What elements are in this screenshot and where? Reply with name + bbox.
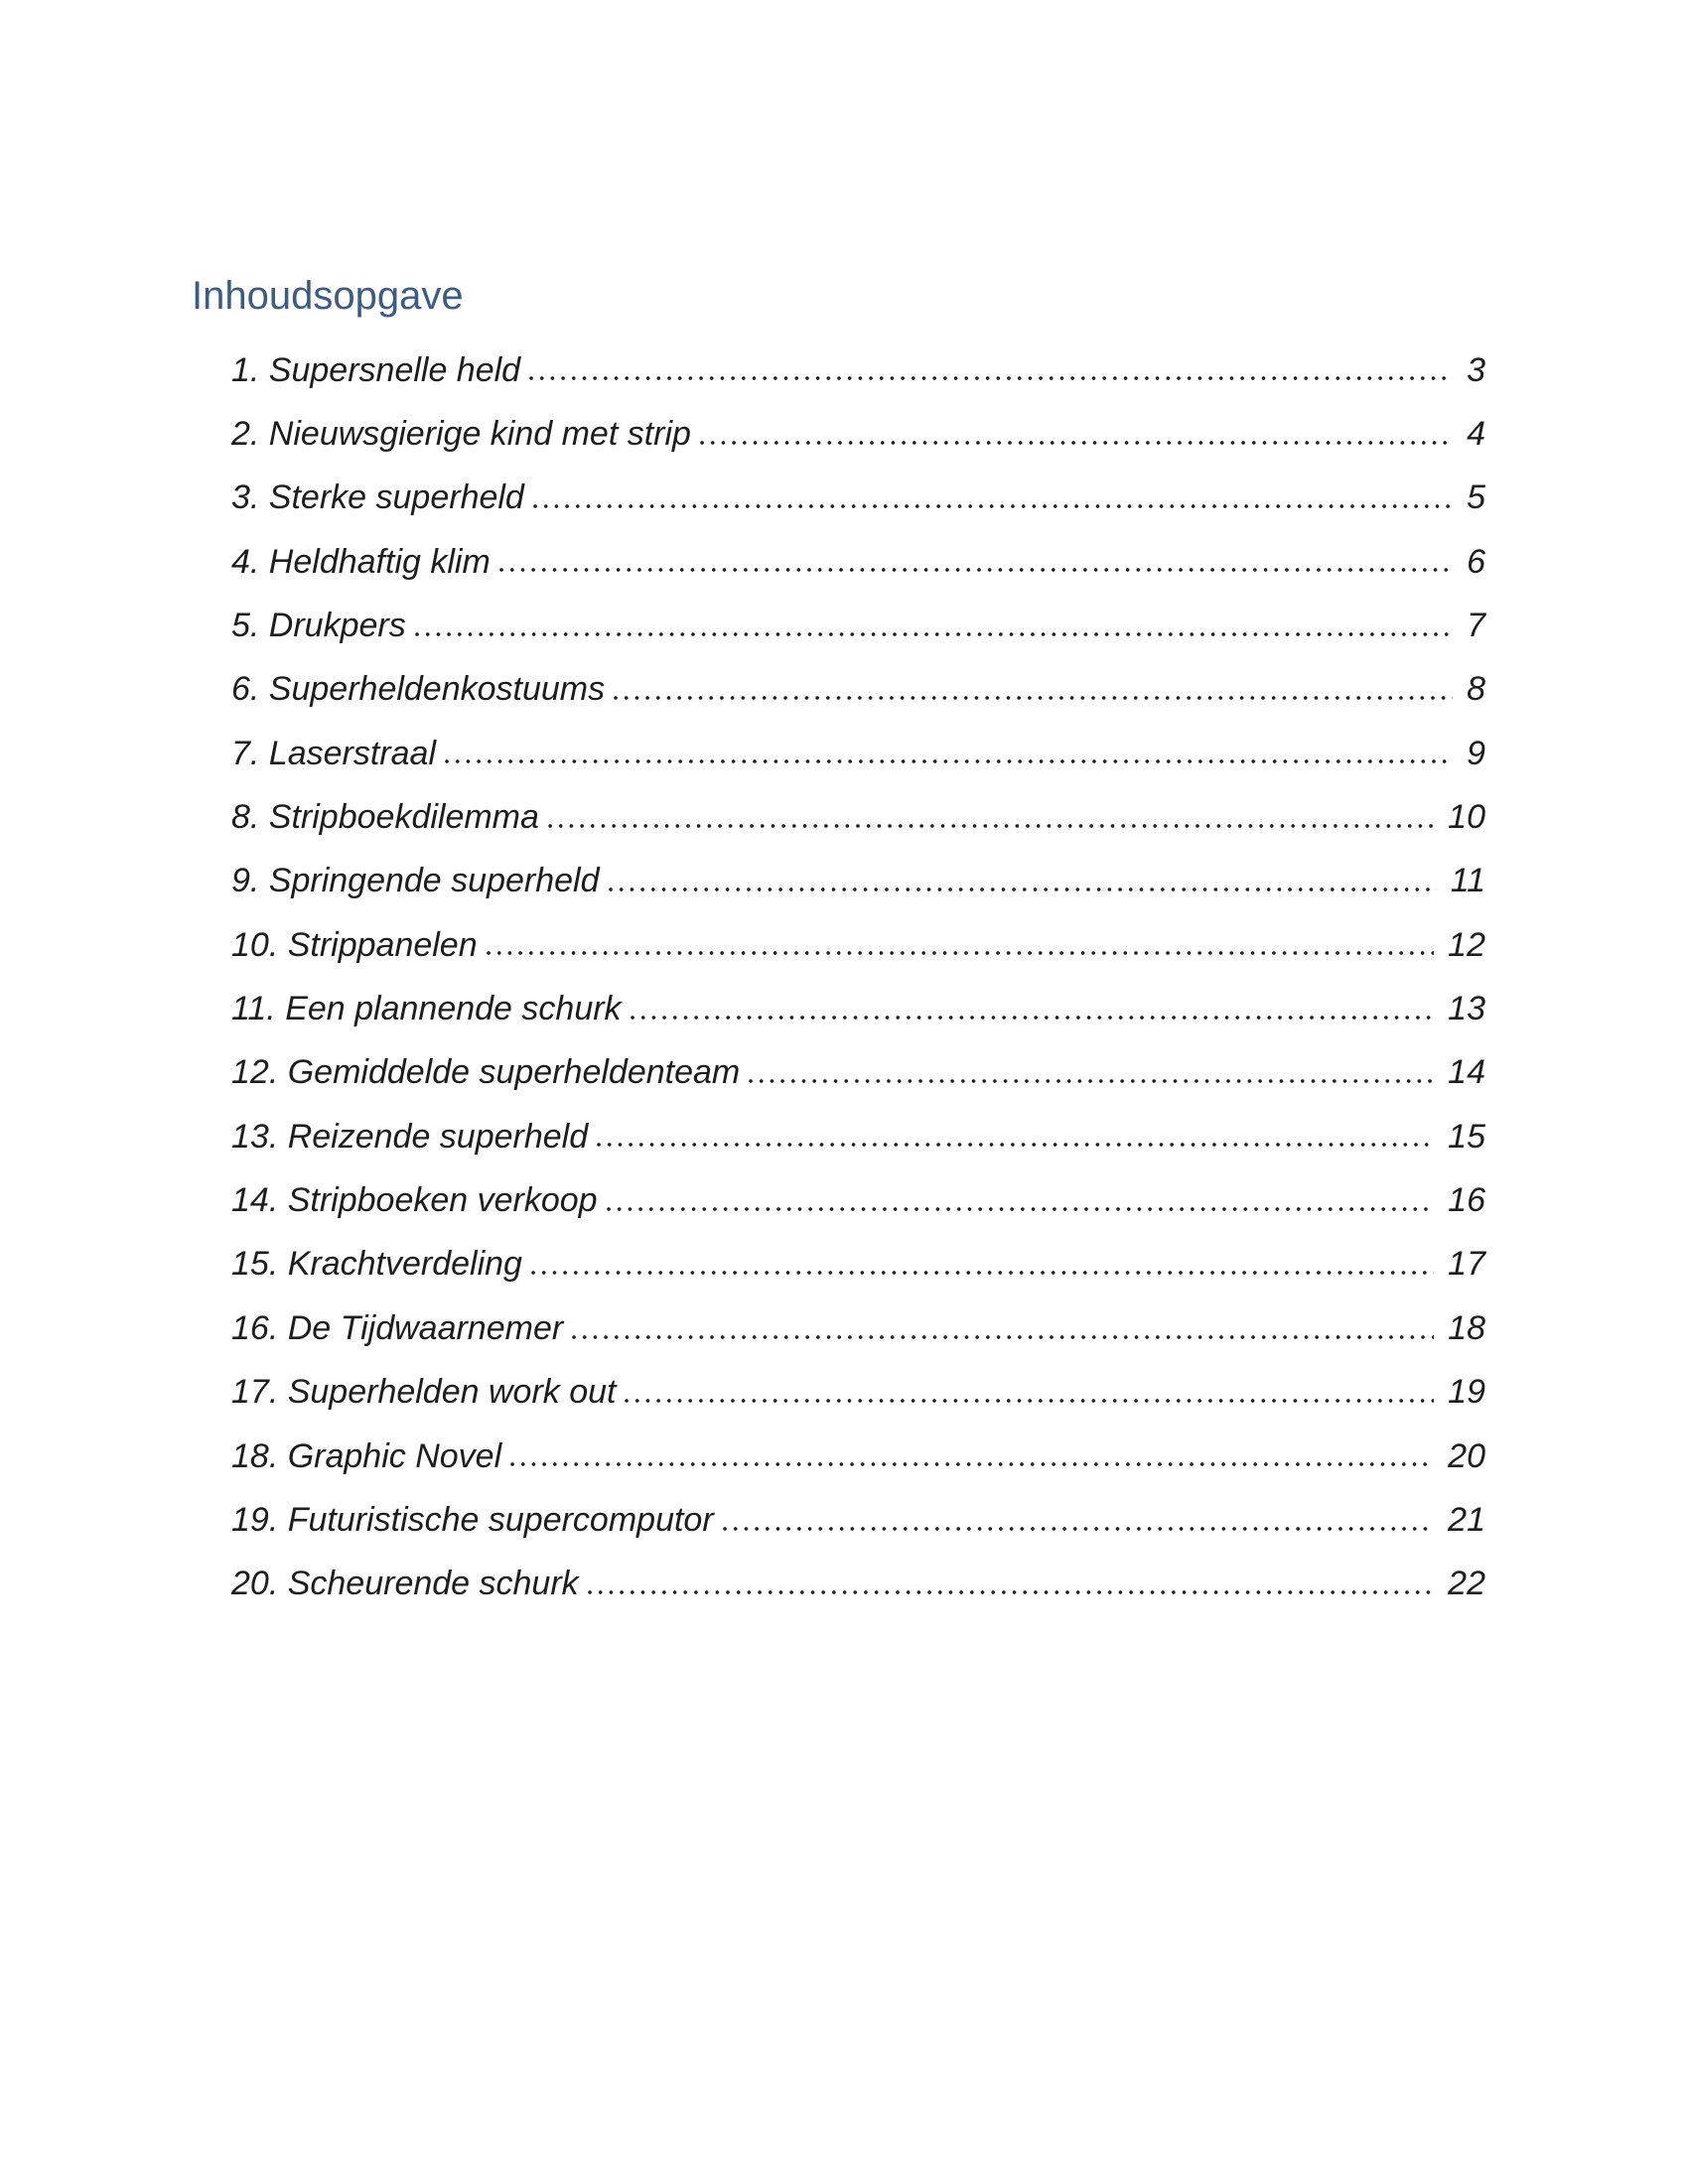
dot-leader (445, 759, 1453, 763)
toc-entry-title: 16. De Tijdwaarnemer (231, 1308, 564, 1347)
toc-entry[interactable] (231, 1347, 1485, 1411)
toc-entry-title: 5. Drukpers (231, 607, 406, 645)
toc-entry-page: 4 (1467, 415, 1485, 453)
toc-entry-title: 17. Superhelden work out (231, 1373, 617, 1412)
toc-entry-page: 10 (1448, 798, 1485, 837)
dot-leader (597, 1143, 1434, 1147)
toc-entry-page: 17 (1448, 1245, 1485, 1284)
toc-entry[interactable] (231, 516, 1485, 580)
dot-leader (723, 1527, 1435, 1531)
toc-entry-page: 20 (1448, 1436, 1485, 1475)
toc-entry[interactable] (231, 325, 1485, 388)
toc-entry-page: 15 (1448, 1117, 1485, 1156)
dot-leader (487, 951, 1435, 955)
toc-entry[interactable] (231, 580, 1485, 643)
toc-entry[interactable] (231, 1155, 1485, 1218)
toc-entry-page: 11 (1450, 862, 1485, 900)
toc-entry-title: 15. Krachtverdeling (231, 1245, 522, 1284)
dot-leader (529, 376, 1453, 380)
dot-leader (499, 568, 1453, 572)
toc-entry-title: 9. Springende superheld (231, 862, 600, 900)
dot-leader (749, 1079, 1434, 1083)
toc-entry-title: 18. Graphic Novel (231, 1436, 502, 1475)
toc-entry-page: 5 (1467, 478, 1485, 517)
dot-leader (625, 1399, 1434, 1403)
toc-entry[interactable] (231, 771, 1485, 835)
toc-heading: Inhoudsopgave (192, 274, 464, 318)
toc-entry-page: 21 (1448, 1500, 1485, 1539)
toc-entry[interactable] (231, 963, 1485, 1026)
toc-entry[interactable] (231, 1091, 1485, 1155)
toc-entry-title: 1. Supersnelle held (231, 350, 521, 389)
toc-entry-page: 22 (1448, 1565, 1485, 1603)
dot-leader (548, 824, 1434, 828)
toc-entry-title: 20. Scheurende schurk (231, 1565, 579, 1603)
toc-entry[interactable] (231, 836, 1485, 899)
toc-entry-title: 6. Superheldenkostuums (231, 670, 606, 709)
toc-entry[interactable] (231, 388, 1485, 452)
dot-leader (510, 1462, 1434, 1466)
dot-leader (531, 1271, 1434, 1275)
toc-entry[interactable] (231, 1474, 1485, 1538)
dot-leader (631, 1016, 1435, 1020)
toc-entry-page: 13 (1448, 990, 1485, 1028)
toc-entry-title: 19. Futuristische supercomputor (231, 1500, 714, 1539)
toc-entry[interactable] (231, 1219, 1485, 1283)
dot-leader (614, 696, 1453, 700)
toc-entry[interactable] (231, 1027, 1485, 1091)
toc-entry-title: 2. Nieuwsgierige kind met strip (231, 415, 691, 453)
toc-list (231, 325, 1485, 1602)
dot-leader (588, 1590, 1435, 1594)
dot-leader (572, 1335, 1434, 1339)
toc-entry[interactable] (231, 453, 1485, 516)
toc-entry[interactable] (231, 1283, 1485, 1346)
dot-leader (609, 887, 1437, 891)
toc-entry-title: 14. Stripboeken verkoop (231, 1181, 598, 1220)
toc-entry-page: 18 (1448, 1308, 1485, 1347)
toc-entry-title: 7. Laserstraal (231, 734, 436, 772)
toc-entry-page: 6 (1467, 542, 1485, 581)
toc-entry[interactable] (231, 1539, 1485, 1602)
toc-entry-title: 3. Sterke superheld (231, 478, 524, 517)
toc-entry-page: 19 (1448, 1373, 1485, 1412)
toc-entry-page: 3 (1467, 350, 1485, 389)
toc-entry-title: 13. Reizende superheld (231, 1117, 589, 1156)
toc-entry-page: 9 (1467, 734, 1485, 772)
toc-entry-title: 12. Gemiddelde superheldenteam (231, 1053, 741, 1092)
toc-entry-page: 8 (1467, 670, 1485, 709)
toc-entry-title: 10. Strippanelen (231, 925, 478, 964)
toc-entry[interactable] (231, 1411, 1485, 1474)
dot-leader (607, 1207, 1435, 1211)
toc-entry[interactable] (231, 644, 1485, 708)
dot-leader (700, 441, 1453, 445)
toc-entry-page: 16 (1448, 1181, 1485, 1220)
toc-entry[interactable] (231, 899, 1485, 963)
toc-entry[interactable] (231, 708, 1485, 771)
toc-entry-page: 7 (1467, 607, 1485, 645)
dot-leader (533, 504, 1453, 508)
toc-entry-page: 12 (1448, 925, 1485, 964)
toc-entry-title: 4. Heldhaftig klim (231, 542, 491, 581)
toc-entry-title: 11. Een plannende schurk (231, 990, 622, 1028)
toc-entry-title: 8. Stripboekdilemma (231, 798, 539, 837)
dot-leader (415, 632, 1453, 636)
toc-entry-page: 14 (1448, 1053, 1485, 1092)
